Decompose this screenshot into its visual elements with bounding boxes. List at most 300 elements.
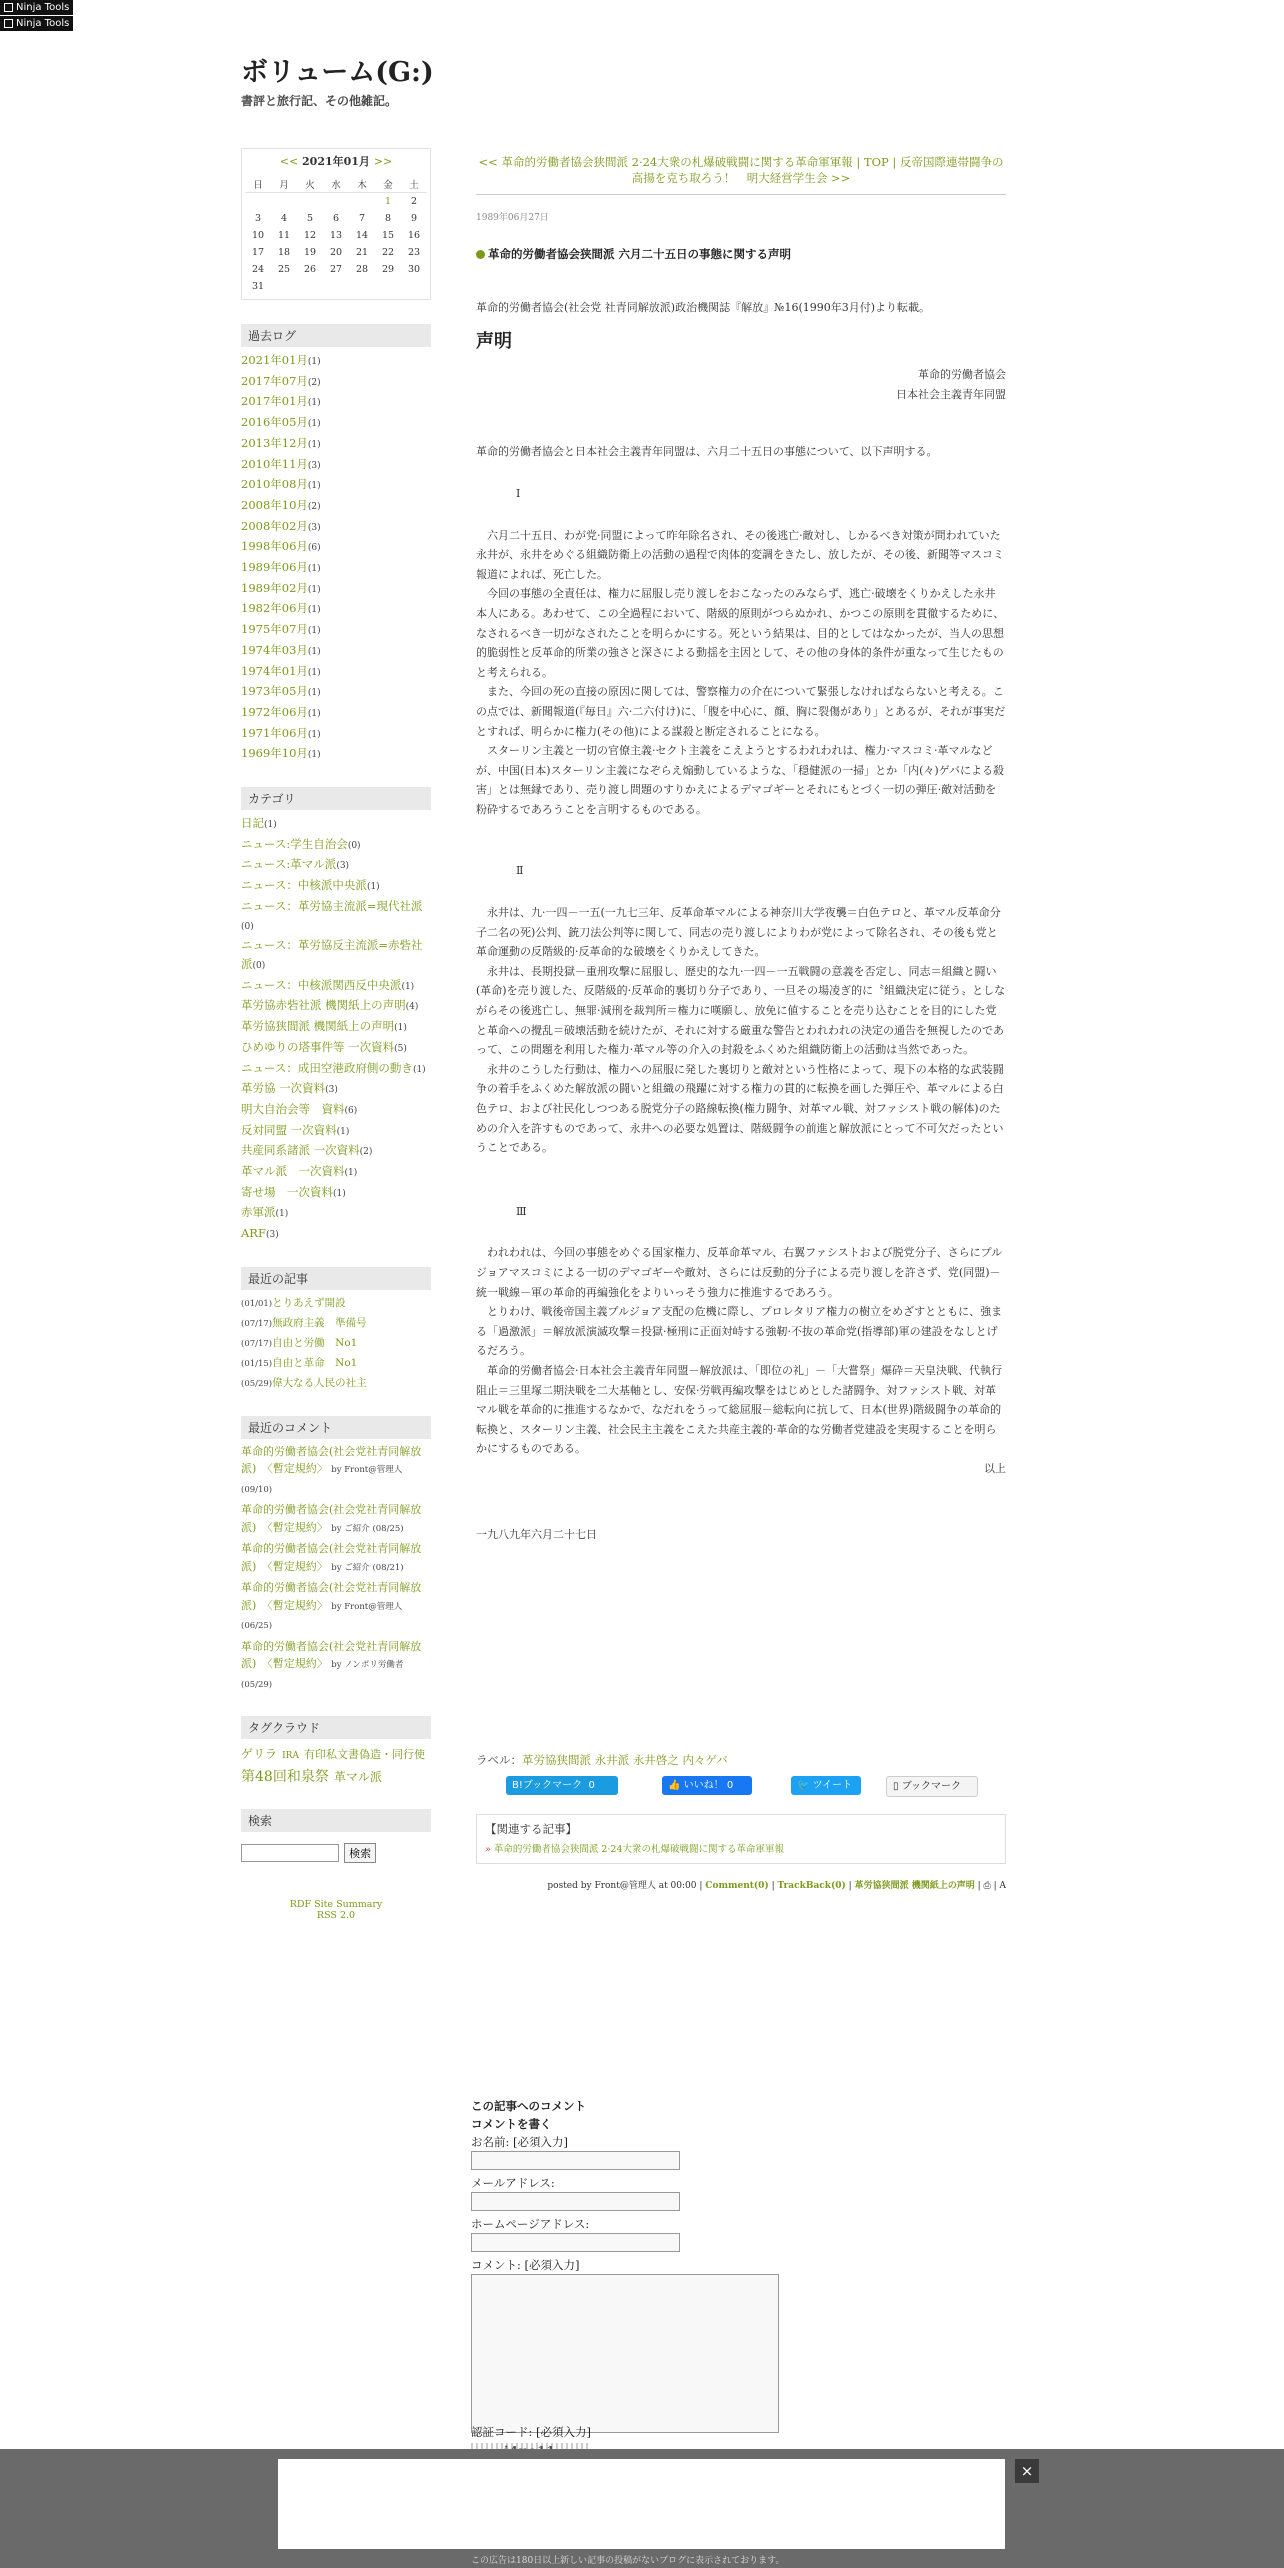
calendar-week [245,278,427,295]
calendar-day: 21 [355,247,369,258]
post-footer: posted by Front@管理人 at 00:00 | Comment(0) | TrackBack(0) | 革労協狭間派 機関紙上の声明 | ⎙ | A [547,1881,1006,1892]
category-list [241,814,431,1245]
bullet-icon [476,250,485,259]
calendar-week [245,210,427,227]
category-item [241,936,431,975]
calendar-day: 14 [355,230,369,241]
label-link[interactable]: 革労協狭間派 [522,1753,591,1768]
archive-item-count: (1) [307,708,321,719]
recent-comment-item [241,1638,431,1695]
paragraph: スターリン主義と一切の官僚主義·セクト主義をこえようとするわれわれは、権力·マスコミ·革マルなどが、中国(日本)スターリン主義になぞらえ煽動しているような、「穏健派の一掃」とか「内(々)ゲバによる殺害」とは無縁であり、売り渡し問題のすりかえによるデマゴギーとそれにもとづく一切の弾圧·敵対活動を粉砕するであろうことを言明するものである。 [476,744,1005,816]
category-item [241,996,431,1017]
archive-item-count: (1) [307,564,321,575]
archive-item-link[interactable]: 1971年06月 [241,725,308,740]
next-post-link[interactable]: 反帝国際連帯闘争の高揚を克ち取ろう！ 明大経営学生会 >> [631,155,1004,185]
section-1-number: Ⅰ [516,486,521,500]
archive-item-link[interactable]: 2016年05月 [241,415,308,430]
calendar-day: 7 [358,213,366,224]
archive-list [241,351,431,765]
search-button[interactable]: 検索 [344,1843,376,1863]
calendar-day: 8 [384,213,392,224]
archive-item-link[interactable]: 2021年01月 [241,353,308,367]
archive-item-count: (1) [307,667,321,678]
category-item-link[interactable]: 共産同系諸派 一次資料 [241,1143,360,1158]
calendar-day: 24 [251,264,265,275]
calendar-day [297,278,323,295]
recent-comment-item [241,1540,431,1577]
rss-link[interactable]: RSS 2.0 [316,1909,356,1921]
category-item [241,1162,431,1183]
search-form [241,1842,431,1863]
hatena-count: 0 [588,1780,595,1792]
posted-by: posted by Front@管理人 at 00:00 [547,1881,697,1892]
recent-comment-author: by ノンポリ労働者 (05/29) [241,1660,404,1690]
comment-link[interactable]: Comment(0) [705,1881,769,1892]
calendar-day[interactable]: 1 [384,196,392,207]
email-input[interactable] [471,2192,680,2211]
archive-item [241,579,431,600]
recent-comment-item [241,1501,431,1538]
category-item-link[interactable]: ニュース：革労協主流派=現代社派 [241,898,423,913]
name-label: お名前: [必須入力] [471,2135,569,2149]
recent-comment-link[interactable]: 革命的労働者協会(社会党社青同解放派) 〈暫定規約〉 [241,1639,422,1671]
archive-item [241,703,431,724]
recent-article-link[interactable]: 自由と革命 No1 [272,1356,358,1369]
archive-item [241,599,431,620]
signed-date: 一九八九年六月二十七日 [476,1527,597,1541]
related-articles [476,1814,1006,1864]
archive-item-count: (2) [307,501,321,512]
archive-item-count: (1) [307,729,321,740]
archive-item-count: (3) [307,522,321,533]
calendar-day: 13 [329,230,343,241]
recent-comment-author: by Front@管理人 (06/25) [241,1601,403,1632]
category-link[interactable]: 革労協狭間派 機関紙上の声明 [854,1881,975,1892]
paragraph: 革命的労働者協会·日本社会主義青年同盟－解放派は、「即位の礼」－「大嘗祭」爆砕＝天皇決戦、代執行阻止＝三里塚二期決戦を二大基軸とし、安保·労戦再編攻撃をはじめとした諸闘争、対ファシスト戦、対革マル戦を革命的に推進するなかで、なだれをうって総屈服－総転向に抗して、日本(世界)階級闘争の革命的転換と、スターリン主義、社会民主主義をこえた共産主義的·革命的な労働者党建設を実現することを明らかにするものである。 [476,1363,1002,1456]
calendar-table [245,175,427,295]
category-item [241,1059,431,1080]
email-label: メールアドレス: [471,2176,555,2190]
tag-link[interactable]: 有印私文書偽造・同行使 [304,1748,426,1762]
category-item-count: (2) [359,1147,373,1158]
paragraph: 永井は、長期投獄－重刑攻撃に屈服し、歴史的な九·一四－一五戦闘の意義を否定し、同志＝組織と闘い(革命)を売り渡した、反階級的·反革命的裏切り分子であり、一旦その場凌ぎ的に〝組織決定に従う〟としながらその後逃亡し、無罪·減刑を裁判所＝権力に嘆願し、放免に値することを売り込むことを目的にした党と革命への攪乱＝破壊活動を続けたが、それに対する厳重な警告とわれわれの決定の通告を無視したのであって、この問題を利用した権力·革マル等の介入の封殺をふくめた組織防衛上の活動は当然であった。 [476,964,1006,1057]
ad-note: この広告は180日以上新しい記事の投稿がないブログに表示されております。 [471,2556,785,2566]
calendar-header [245,153,427,169]
category-item-link[interactable]: 寄せ場 一次資料 [241,1184,333,1199]
archive-item-link[interactable]: 2008年10月 [241,497,308,512]
close-icon[interactable]: × [1015,2459,1039,2483]
intro-paragraph: 革命的労働者協会と日本社会主義青年同盟は、六月二十五日の事態について、以下声明する。 [476,445,938,459]
archive-item [241,372,431,393]
category-item-count: (1) [401,981,415,992]
calendar-prev-link[interactable]: << [279,155,299,168]
recent-article-date: (01/15) [241,1358,273,1369]
weekday-header: 火 [297,175,323,193]
category-item-link[interactable]: ニュース：成田空港政府側の動き [241,1060,413,1075]
tweet-button[interactable]: 🐦 ツイート [791,1776,861,1795]
category-item-link[interactable]: ニュース：中核派中央派 [241,878,367,893]
category-item-link[interactable]: ニュース:学生自治会 [241,836,348,851]
recent-comment-item [241,1443,431,1500]
comments-title: この記事へのコメント [471,2099,586,2113]
archive-item [241,392,431,413]
trackback-link[interactable]: TrackBack(0) [777,1881,846,1892]
category-item [241,897,431,936]
category-item-link[interactable]: 革マル派 一次資料 [241,1164,345,1179]
category-item-count: (1) [336,1126,350,1137]
archive-item-link[interactable]: 1974年03月 [241,642,308,657]
archive-item [241,662,431,683]
site-description: 書評と旅行記、その他雑記。 [241,94,398,108]
category-item [241,1141,431,1162]
archive-item [241,641,431,662]
ad-overlay [0,2449,1284,2568]
tag-link[interactable]: IRA [282,1751,299,1762]
archive-item-count: (1) [307,605,321,616]
weekday-header: 月 [271,175,297,193]
calendar-week [245,193,427,211]
archive-item-count: (6) [307,543,321,554]
category-item [241,1100,431,1121]
recent-article-date: (01/01) [241,1298,273,1309]
calendar-day: 17 [251,247,265,258]
weekday-header: 水 [323,175,349,193]
post-labels [476,1752,1006,1768]
paragraph: 永井は、九·一四－一五(一九七三年、反革命革マルによる神奈川大学夜襲＝白色テロと、革マル反革命分子二名の死)公判、銃刀法公判等に関して、同志の売り渡しによりわが党によって除名され、その後も党と革命運動の反階級的·反革命的な破壊をくりかえしてきた。 [476,906,1001,959]
calendar-day: 23 [407,247,421,258]
archive-item-count: (1) [307,419,321,430]
recent-comments-list [241,1443,431,1695]
recent-article-link[interactable]: 偉大なる人民の社主 [272,1376,367,1389]
weekday-header: 日 [245,175,271,193]
recent-articles-list [241,1294,431,1394]
homepage-input[interactable] [471,2233,680,2252]
category-item [241,1121,431,1142]
calendar-day: 12 [303,230,317,241]
archive-item [241,434,431,455]
category-item-link[interactable]: 革労協赤砦社派 機関紙上の声明 [241,998,406,1013]
calendar-day [349,193,375,211]
label-link[interactable]: 永井啓之 [632,1753,679,1768]
calendar-day: 26 [303,264,317,275]
recent-comments-title: 最近のコメント [241,1416,431,1439]
category-item-link[interactable]: ニュース:革マル派 [241,857,337,872]
paragraph: 今回の事態の全責任は、権力に屈服し売り渡しをおこなったのみならず、逃亡·破壊をくりかえした永井本人にある。あわせて、この全過程において、階級的原則がつらぬかれ、かつこの原則を貫徹するために、なされるべき一切がなされたことを明らかにする。死という結果は、目的としてはなかったが、当人の思想的脆弱性と反革命的所業の強さと深さによる動揺を主因として、その他の身体的条件が重なって生じたものと考えられる。 [476,587,1005,679]
category-item-count: (3) [325,1085,338,1096]
category-item-count: (1) [275,1209,289,1220]
archive-item [241,351,431,372]
recent-comment-item [241,1579,431,1636]
ad-banner[interactable] [278,2459,1005,2549]
category-item-link[interactable]: 明大自治会等 資料 [241,1101,345,1116]
post-date: 1989年06月27日 [476,213,549,223]
comment-label: コメント: [必須入力] [471,2258,580,2272]
recent-comment-author: by ご紹介 (08/25) [331,1523,404,1534]
section-3-number: Ⅲ [516,1204,527,1218]
calendar-day [271,278,297,295]
category-item-link[interactable]: ニュース：革労協反主流派=赤砦社派 [241,938,423,971]
ninja-label: Ninja Tools [16,2,70,13]
category-item-link[interactable]: 赤軍派 [241,1205,276,1220]
category-item-count: (3) [265,1230,279,1241]
calendar-day [271,193,297,211]
archive-item-link[interactable]: 1989年06月 [241,560,308,575]
category-item-count: (0) [241,921,254,932]
sidebar [241,148,431,1921]
paragraph: われわれは、今回の事態をめぐる国家権力、反革命革マル、右翼ファシストおよび脱党分子、さらにプルジョアマスコミによる一切のデマゴギーや敵対、さらには反動的分子による売り渡しを許さず、党(同盟)－統一戦線－軍の革命的再編強化をよりいっそう強力に推進するであろう。 [476,1246,1003,1299]
share-buttons [476,1776,1006,1798]
archive-item-link[interactable]: 2010年11月 [241,456,308,471]
archive-item-count: (1) [307,584,321,595]
rdf-link[interactable]: RDF Site Summary [289,1898,383,1910]
statement-heading: 声明 [476,330,512,352]
archive-item-link[interactable]: 1975年07月 [241,622,308,637]
archive-item-count: (1) [307,439,321,450]
archive-item [241,537,431,558]
archive-item-link[interactable]: 1973年05月 [241,684,308,699]
bookmark-label: ブックマーク [901,1781,961,1793]
archive-item [241,475,431,496]
hatena-label: B!ブックマーク [512,1780,583,1792]
feeds [241,1899,431,1921]
recent-article-link[interactable]: 無政府主義 準備号 [272,1316,367,1329]
archive-item-link[interactable]: 2013年12月 [241,435,308,450]
category-item [241,1079,431,1100]
archive-item-count: (3) [307,460,321,471]
post-title-text: 革命的労働者協会狭間派 六月二十五日の事態に関する声明 [488,247,792,261]
archive-item [241,620,431,641]
archive-item-link[interactable]: 1974年01月 [241,663,308,678]
archive-item-link[interactable]: 1998年06月 [241,539,308,554]
category-item-count: (0) [252,960,266,971]
tag-cloud [241,1743,431,1787]
archive-title: 過去ログ [241,324,431,347]
hatena-bookmark-button[interactable] [506,1776,618,1795]
tag-link[interactable]: 第48回和泉祭 [241,1769,329,1786]
category-item-count: (1) [412,1064,426,1075]
post-body [476,298,1006,1544]
recent-comment-link[interactable]: 革命的労働者協会(社会党社青同解放派) 〈暫定規約〉 [241,1503,422,1534]
labels-prefix: ラベル： [476,1753,522,1768]
calendar-day: 10 [251,230,265,241]
paragraph: また、今回の死の直接の原因に関しては、警察権力の介在について緊張しなければならないと考える。この点では、新聞報道(『毎日』六·二六付け)に、「腹を中心に、顔、胸に裂傷があり」とあるが、それが事実だとすれば、明らかに権力(その他)による謀殺と断定されることになる。 [476,685,1006,738]
search-title: 検索 [241,1809,431,1832]
category-item [241,814,431,835]
categories-title: カテゴリ [241,787,431,810]
calendar-day: 28 [355,264,369,275]
category-item-count: (1) [366,882,380,893]
recent-article-link[interactable]: とりあえず開設 [272,1296,346,1309]
source-note: 革命的労働者協会(社会党 社青同解放派)政治機関誌『解放』№16(1990年3月付)より転載。 [476,301,931,314]
archive-item-count: (1) [307,481,321,492]
archive-item-count: (1) [307,398,321,409]
tag-link[interactable]: 革マル派 [333,1770,382,1785]
archive-item-link[interactable]: 1982年06月 [241,601,308,616]
calendar-next-link[interactable]: >> [373,155,393,168]
weekday-header: 土 [401,175,427,193]
category-item-link[interactable]: 日記 [241,816,264,831]
calendar-week [245,227,427,244]
category-item [241,1017,431,1038]
tweet-label: ツイート [812,1780,853,1792]
calendar-day: 29 [381,264,395,275]
archive-item-count: (1) [307,626,321,637]
calendar-day: 30 [407,264,421,275]
post-title [476,246,1006,262]
ninja-tools-badge[interactable] [0,0,73,15]
archive-item [241,517,431,538]
archive-item [241,724,431,745]
calendar-day: 9 [410,213,418,224]
category-item-count: (1) [333,1188,346,1199]
name-input[interactable] [471,2151,680,2170]
like-count: 0 [726,1780,734,1792]
calendar-day: 27 [329,264,343,275]
prev-post-link[interactable]: << 革命的労働者協会狭間派 2·24大衆の札爆破戦闘に関する革命軍軍報 [478,155,853,169]
recent-comment-link[interactable]: 革命的労働者協会(社会党社青同解放派) 〈暫定規約〉 [241,1542,422,1573]
recent-article-link[interactable]: 自由と労働 No1 [272,1336,358,1349]
calendar-day: 3 [254,213,262,224]
category-item-count: (4) [405,1002,419,1013]
paragraph: 六月二十五日、わが党·同盟によって昨年除名され、その後逃亡·敵対し、しかるべき対策が問われていた永井が、永井をめぐる組織防衛上の活動の過程で肉体的変調をきたし、放したが、その後、新聞等マスコミ報道によれば、死亡した。 [476,528,1004,581]
calendar-day: 22 [381,247,395,258]
paragraph: 永井のこうした行動は、権力への屈服に発した裏切りと敵対という性格によって、現下の本格的な武装闘争の着手をふくめた解放派の闘いと組織の飛躍に対する権力の貫的に転換を画した弾圧や、革マルによる白色テロ、および社民化しつつある脱党分子の路線転換(権力闘争、対革マル戦、対ファシスト戦の解体)のための介入を許すものであって、永井への必要な処置は、階級闘争の前進と解放派にとって不可欠だったということである。 [476,1062,1004,1155]
recent-comment-author: by ご紹介 (08/21) [331,1562,404,1573]
section-2-number: Ⅱ [516,864,524,878]
calendar-day: 11 [277,230,291,241]
recent-article-item [241,1374,431,1394]
calendar-month: 2021年01月 [302,155,370,168]
category-item [241,1038,431,1059]
site-title[interactable]: ボリューム(G:) [241,57,434,88]
recent-article-item [241,1314,431,1334]
archive-item-count: (1) [307,646,321,657]
archive-item-link[interactable]: 1989年02月 [241,580,308,595]
post-navigation: << 革命的労働者協会狭間派 2·24大衆の札爆破戦闘に関する革命軍軍報 | TOP | 反帝国際連帯闘争の高揚を克ち取ろう！ 明大経営学生会 >> [476,154,1006,195]
recent-articles-title: 最近の記事 [241,1267,431,1290]
top-link[interactable]: TOP [863,155,889,169]
calendar-day: 19 [303,247,317,258]
archive-item-count: (1) [307,357,321,367]
category-item-count: (1) [344,1168,358,1179]
calendar-day: 20 [329,247,343,258]
category-item-count: (6) [344,1105,358,1116]
category-item-count: (5) [394,1043,407,1054]
archive-item-link[interactable]: 1972年06月 [241,704,308,719]
calendar-day: 18 [277,247,291,258]
category-item-link[interactable]: ひめゆりの塔事件等 一次資料 [241,1039,395,1054]
bookmark-button[interactable]: ▯ ブックマーク [886,1776,978,1797]
category-item [241,1203,431,1224]
recent-article-item [241,1354,431,1374]
archive-item-link[interactable]: 2008年02月 [241,518,308,533]
comment-form [471,2097,811,2433]
calendar-day [323,193,349,211]
main-content [476,154,1006,1891]
category-item [241,835,431,856]
end-mark: 以上 [984,1461,1006,1475]
archive-item [241,413,431,434]
calendar-day [245,193,271,211]
archive-item [241,496,431,517]
like-button[interactable]: 👍 いいね！ 0 [662,1776,752,1795]
recent-article-date: (07/17) [241,1318,273,1329]
calendar-day: 5 [306,213,314,224]
org-2: 日本社会主義青年同盟 [896,387,1006,401]
ninja-label: Ninja Tools [16,18,70,29]
category-item-link[interactable]: ARF [241,1226,266,1241]
weekday-header: 金 [375,175,401,193]
calendar-day [401,278,427,295]
calendar [241,148,431,300]
paragraph: とりわけ、戦後帝国主義プルジョア支配の危機に際し、プロレタリア権力の樹立をめざすとともに、強まる「過激派」＝解放派演滅攻撃＝投獄·極刑に正面対峙する強靭·不抜の革命党(指導部)軍の建設をなしとげるだろう。 [476,1305,1003,1358]
calendar-day: 4 [280,213,288,224]
recent-comment-link[interactable]: 革命的労働者協会(社会党社青同解放派) 〈暫定規約〉 [241,1444,422,1476]
calendar-day [375,278,401,295]
archive-item-link[interactable]: 2017年01月 [241,394,308,409]
category-item [241,976,431,997]
category-item-link[interactable]: 革労協狭間派 機関紙上の声明 [241,1019,395,1034]
archive-item-count: (1) [307,688,321,699]
org-1: 革命的労働者協会 [918,368,1006,382]
calendar-day: 25 [277,264,291,275]
comment-form-title: コメントを書く [471,2117,552,2131]
calendar-day [323,278,349,295]
category-item [241,855,431,876]
category-item-count: (3) [336,861,350,872]
tag-link[interactable]: ゲリラ [241,1747,278,1762]
ninja-tools-badge[interactable] [0,16,73,31]
calendar-day: 2 [410,196,418,207]
weekday-header: 木 [349,175,375,193]
category-item-link[interactable]: 革労協 一次資料 [241,1081,326,1096]
print-icon[interactable]: ⎙ [983,1881,991,1892]
search-input[interactable] [241,1844,339,1862]
font-size-icon[interactable]: A [999,1881,1006,1892]
recent-article-date: (05/29) [241,1378,273,1389]
archive-item-link[interactable]: 1969年10月 [241,746,308,761]
related-article-link[interactable]: » 革命的労働者協会狭間派 2·24大衆の札爆破戦闘に関する革命軍軍報 [485,1841,997,1855]
calendar-day [349,278,375,295]
homepage-label: ホームページアドレス: [471,2217,590,2231]
category-item-link[interactable]: ニュース：中核派関西反中央派 [241,977,402,992]
calendar-day: 31 [251,281,265,292]
archive-item-count: (1) [307,750,321,761]
archive-item [241,682,431,703]
recent-article-item [241,1294,431,1314]
category-item-count: (1) [264,820,277,831]
related-title: 【関連する記事】 [485,1822,577,1837]
label-link[interactable]: 内々ゲバ [682,1753,728,1768]
category-item-link[interactable]: 反対同盟 一次資料 [241,1122,337,1137]
calendar-day [297,193,323,211]
label-link[interactable]: 永井派 [594,1753,630,1768]
archive-item [241,558,431,579]
category-item-count: (0) [347,840,361,851]
recent-comment-author: by Front@管理人 (09/10) [241,1465,403,1495]
calendar-day: 16 [407,230,421,241]
archive-item-link[interactable]: 2017年07月 [241,373,308,388]
category-item [241,1224,431,1245]
calendar-day: 6 [332,213,340,224]
calendar-week [245,261,427,278]
recent-comment-link[interactable]: 革命的労働者協会(社会党社青同解放派) 〈暫定規約〉 [241,1581,422,1612]
archive-item [241,455,431,476]
archive-item [241,744,431,765]
category-item-count: (1) [394,1023,407,1034]
comment-textarea[interactable] [471,2274,779,2433]
archive-item-link[interactable]: 2010年08月 [241,477,308,492]
